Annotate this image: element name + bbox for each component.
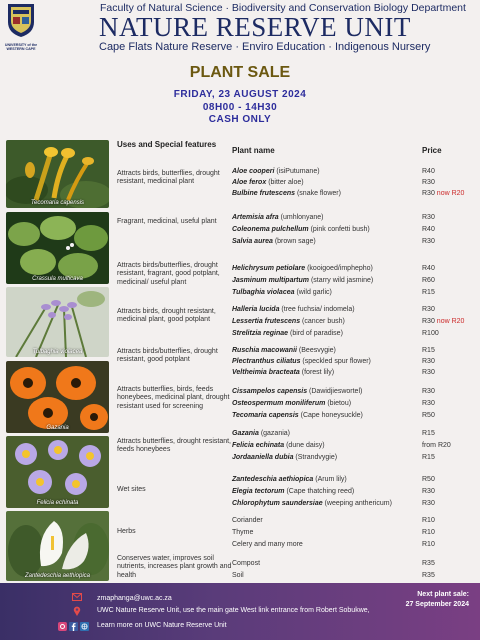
plant-row [232,527,253,538]
plant-price: R30 [422,388,435,395]
plant-row [232,263,373,274]
plant-row [232,224,370,235]
plant-common: Coriander [232,517,263,524]
plant-common: (dune daisy) [286,442,325,449]
footer [0,583,480,640]
plant-name: Gazania [232,430,259,437]
plant-name: Coleonema pulchellum [232,226,309,233]
uses-text: Attracts birds, drought resistant, medicinal plant, good potplant [117,308,216,324]
uses-text: Herbs [117,528,136,535]
plant-row [232,452,337,463]
plant-row [232,356,371,367]
plant-common: (bitter aloe) [268,179,304,186]
plant-common: Compost [232,560,261,567]
plant-price: R30 [422,369,435,376]
photo-crassula [6,212,109,284]
plant-row [232,539,303,550]
plant-name: Jordaaniella dubia [232,454,294,461]
uses-text: Fragrant, medicinal, useful plant [117,218,217,225]
plant-common: Celery and many more [232,541,303,548]
photo-tecomaria [6,140,109,208]
photo-caption: Gazania [46,425,69,431]
plant-common: (Strandvygie) [295,454,338,461]
plant-common: (speckled spur flower) [302,358,371,365]
plant-common: (wild garlic) [296,289,332,296]
plant-row [232,166,320,177]
plant-name: Felicia echinata [232,442,285,449]
uses-text: Wet sites [117,486,146,493]
col-header-plant: Plant name [232,146,275,155]
plant-common: (starry wild jasmine) [310,277,374,284]
plant-row [232,236,316,247]
plant-price: R30 [422,500,435,507]
plant-price: R30 [422,306,435,313]
photo-gazania [6,361,109,433]
plant-name: Salvia aurea [232,238,273,245]
plant-price: R15 [422,289,435,296]
plant-name: Strelitzia reginae [232,330,289,337]
unit-subtitle: Cape Flats Nature Reserve · Enviro Education · Indigenous Nursery [99,41,431,53]
next-sale-label: Next plant sale: [417,591,469,598]
plant-common: (bird of paradise) [289,330,343,337]
photo-caption: Crassula multicava [32,276,83,282]
plant-common: (kooigoed/imphepho) [307,265,373,272]
photo-caption: Tecomaria capensis [30,200,85,206]
university-logo [4,2,38,54]
crest-icon [6,2,36,38]
facebook-icon[interactable] [69,622,78,631]
location-pin-icon[interactable] [73,606,81,616]
plant-common: (snake flower) [296,190,341,197]
plant-price: R35 [422,572,435,579]
photo-felicia [6,436,109,508]
plant-name: Aloe cooperi [232,168,275,175]
plant-price: R35 [422,560,435,567]
plant-row [232,177,304,188]
next-sale [406,590,469,610]
plant-row [232,474,347,485]
plant-common: (gazania) [260,430,290,437]
sale-payment: CASH ONLY [208,114,272,125]
plant-row [232,386,362,397]
plant-price: R10 [422,529,435,536]
plant-price: R100 [422,330,439,337]
plant-row [232,498,392,509]
instagram-icon[interactable] [58,622,67,631]
plant-price: R30 [422,488,435,495]
photo-tulbaghia [6,287,109,357]
plant-row [232,275,373,286]
plant-row [232,345,336,356]
plant-name: Tecomaria capensis [232,412,299,419]
plant-common: (pink confetti bush) [310,226,370,233]
plant-common: (Dawidjieswortel) [309,388,363,395]
plant-name: Ruschia macowanii [232,347,297,354]
plant-row [232,440,325,451]
plant-name: Veltheimia bracteata [232,369,300,376]
uses-text: Attracts birds/butterflies, drought resistant, fragrant, good potplant, medicinal/ useful plant [117,262,220,286]
footer-email[interactable]: zmaphanga@uwc.ac.za [97,595,172,602]
plant-price: R50 [422,412,435,419]
plant-row [232,316,345,327]
plant-name: Halleria lucida [232,306,280,313]
plant-name: Aloe ferox [232,179,267,186]
plant-common: (Cape thatching reed) [286,488,355,495]
next-sale-date: 27 September 2024 [405,601,469,608]
plant-name: Bulbine frutescens [232,190,296,197]
plant-price: R50 [422,476,435,483]
plant-price: R10 [422,517,435,524]
plant-name: Chlorophytum saundersiae [232,500,323,507]
plant-price: R40 [422,226,435,233]
logo-text-line2: WESTERN CAPE [6,47,36,52]
plant-name: Elegia tectorum [232,488,285,495]
plant-price: from R20 [422,442,451,449]
plant-price [422,316,464,327]
price-original: R30 [422,318,435,325]
plant-common: (forest lily) [301,369,335,376]
price-sale: now R20 [436,190,465,197]
plant-row [232,398,351,409]
plant-common: (tree fuchsia/ indomela) [281,306,355,313]
plant-price: R15 [422,430,435,437]
sale-time: 08H00 - 14H30 [202,101,278,113]
plant-name: Helichrysum petiolare [232,265,306,272]
plant-sale-title: PLANT SALE [189,64,291,81]
plant-common: (Cape honeysuckle) [300,412,363,419]
plant-price: R30 [422,214,435,221]
photo-caption: Felicia echinata [36,500,79,506]
plant-row [232,188,341,199]
plant-name: Plectranthus ciliatus [232,358,301,365]
photo-caption: Zantedeschia aethiopica [24,573,91,579]
unit-title: NATURE RESERVE UNIT [99,12,411,42]
plant-price: R30 [422,400,435,407]
plant-row [232,287,332,298]
plant-name: Lessertia frutescens [232,318,301,325]
plant-price: R10 [422,541,435,548]
col-header-price: Price [422,146,442,155]
uses-text: Conserves water, improves soil nutrients, increases plant growth and health [117,555,232,579]
plant-row [232,410,363,421]
plant-price: R30 [422,358,435,365]
plant-common: (isiPutumane) [276,168,320,175]
plant-common: (cancer bush) [302,318,345,325]
plant-row [232,570,244,581]
plant-price: R15 [422,347,435,354]
plant-row [232,486,354,497]
footer-learn-more[interactable]: Learn more on UWC Nature Reserve Unit [97,622,227,629]
plant-common: Soil [232,572,244,579]
photo-caption: Tulbaghia violacea [32,349,83,355]
faculty-line: Faculty of Natural Science · Biodiversity and Conservation Biology Department [100,2,466,14]
plant-price [422,188,464,199]
website-icon[interactable] [80,622,89,631]
uses-text: Attracts butterflies, birds, feeds honeybees, medicinal plant, drought resistant used for screening [117,386,230,410]
plant-price: R30 [422,179,435,186]
plant-common: Thyme [232,529,254,536]
plant-price: R40 [422,168,435,175]
price-sale: now R20 [436,318,465,325]
plant-common: (Arum lily) [315,476,347,483]
plant-common: (brown sage) [274,238,316,245]
plant-row [232,558,260,569]
plant-row [232,515,263,526]
plant-common: (umhlonyane) [280,214,324,221]
plant-name: Jasminum multipartum [232,277,310,284]
footer-directions: UWC Nature Reserve Unit, use the main gate West link entrance from Robert Sobukwe, [97,607,370,614]
plant-name: Zantedeschia aethiopica [232,476,314,483]
sale-info [0,89,480,127]
sale-date: FRIDAY, 23 AUGUST 2024 [173,89,307,100]
plant-row [232,367,334,378]
plant-name: Artemisia afra [232,214,279,221]
plant-row [232,428,290,439]
plant-common: (weeping anthericum) [324,500,392,507]
photo-zantedeschia [6,511,109,581]
header [0,0,480,58]
plant-row [232,304,355,315]
uses-text: Attracts birds, butterflies, drought resistant, medicinal plant [117,170,220,186]
uses-text: Attracts butterflies, drought resistant, feeds honeybees [117,438,231,454]
plant-common: (Beesvygie) [298,347,336,354]
logo-text-line1: UNIVERSITY of the [4,43,38,47]
col-header-uses: Uses and Special features [117,140,217,149]
price-original: R30 [422,190,435,197]
plant-row [232,212,323,223]
plant-name: Cissampelos capensis [232,388,308,395]
plant-name: Tulbaghia violacea [232,289,295,296]
plant-price: R30 [422,238,435,245]
plant-name: Osteospermum moniliferum [232,400,326,407]
mail-icon[interactable] [72,593,82,601]
plant-common: (bietou) [327,400,352,407]
plant-price: R15 [422,454,435,461]
uses-text: Attracts birds/butterflies, drought resistant, good potplant [117,348,218,364]
plant-row [232,328,343,339]
plant-price: R40 [422,265,435,272]
plant-price: R60 [422,277,435,284]
